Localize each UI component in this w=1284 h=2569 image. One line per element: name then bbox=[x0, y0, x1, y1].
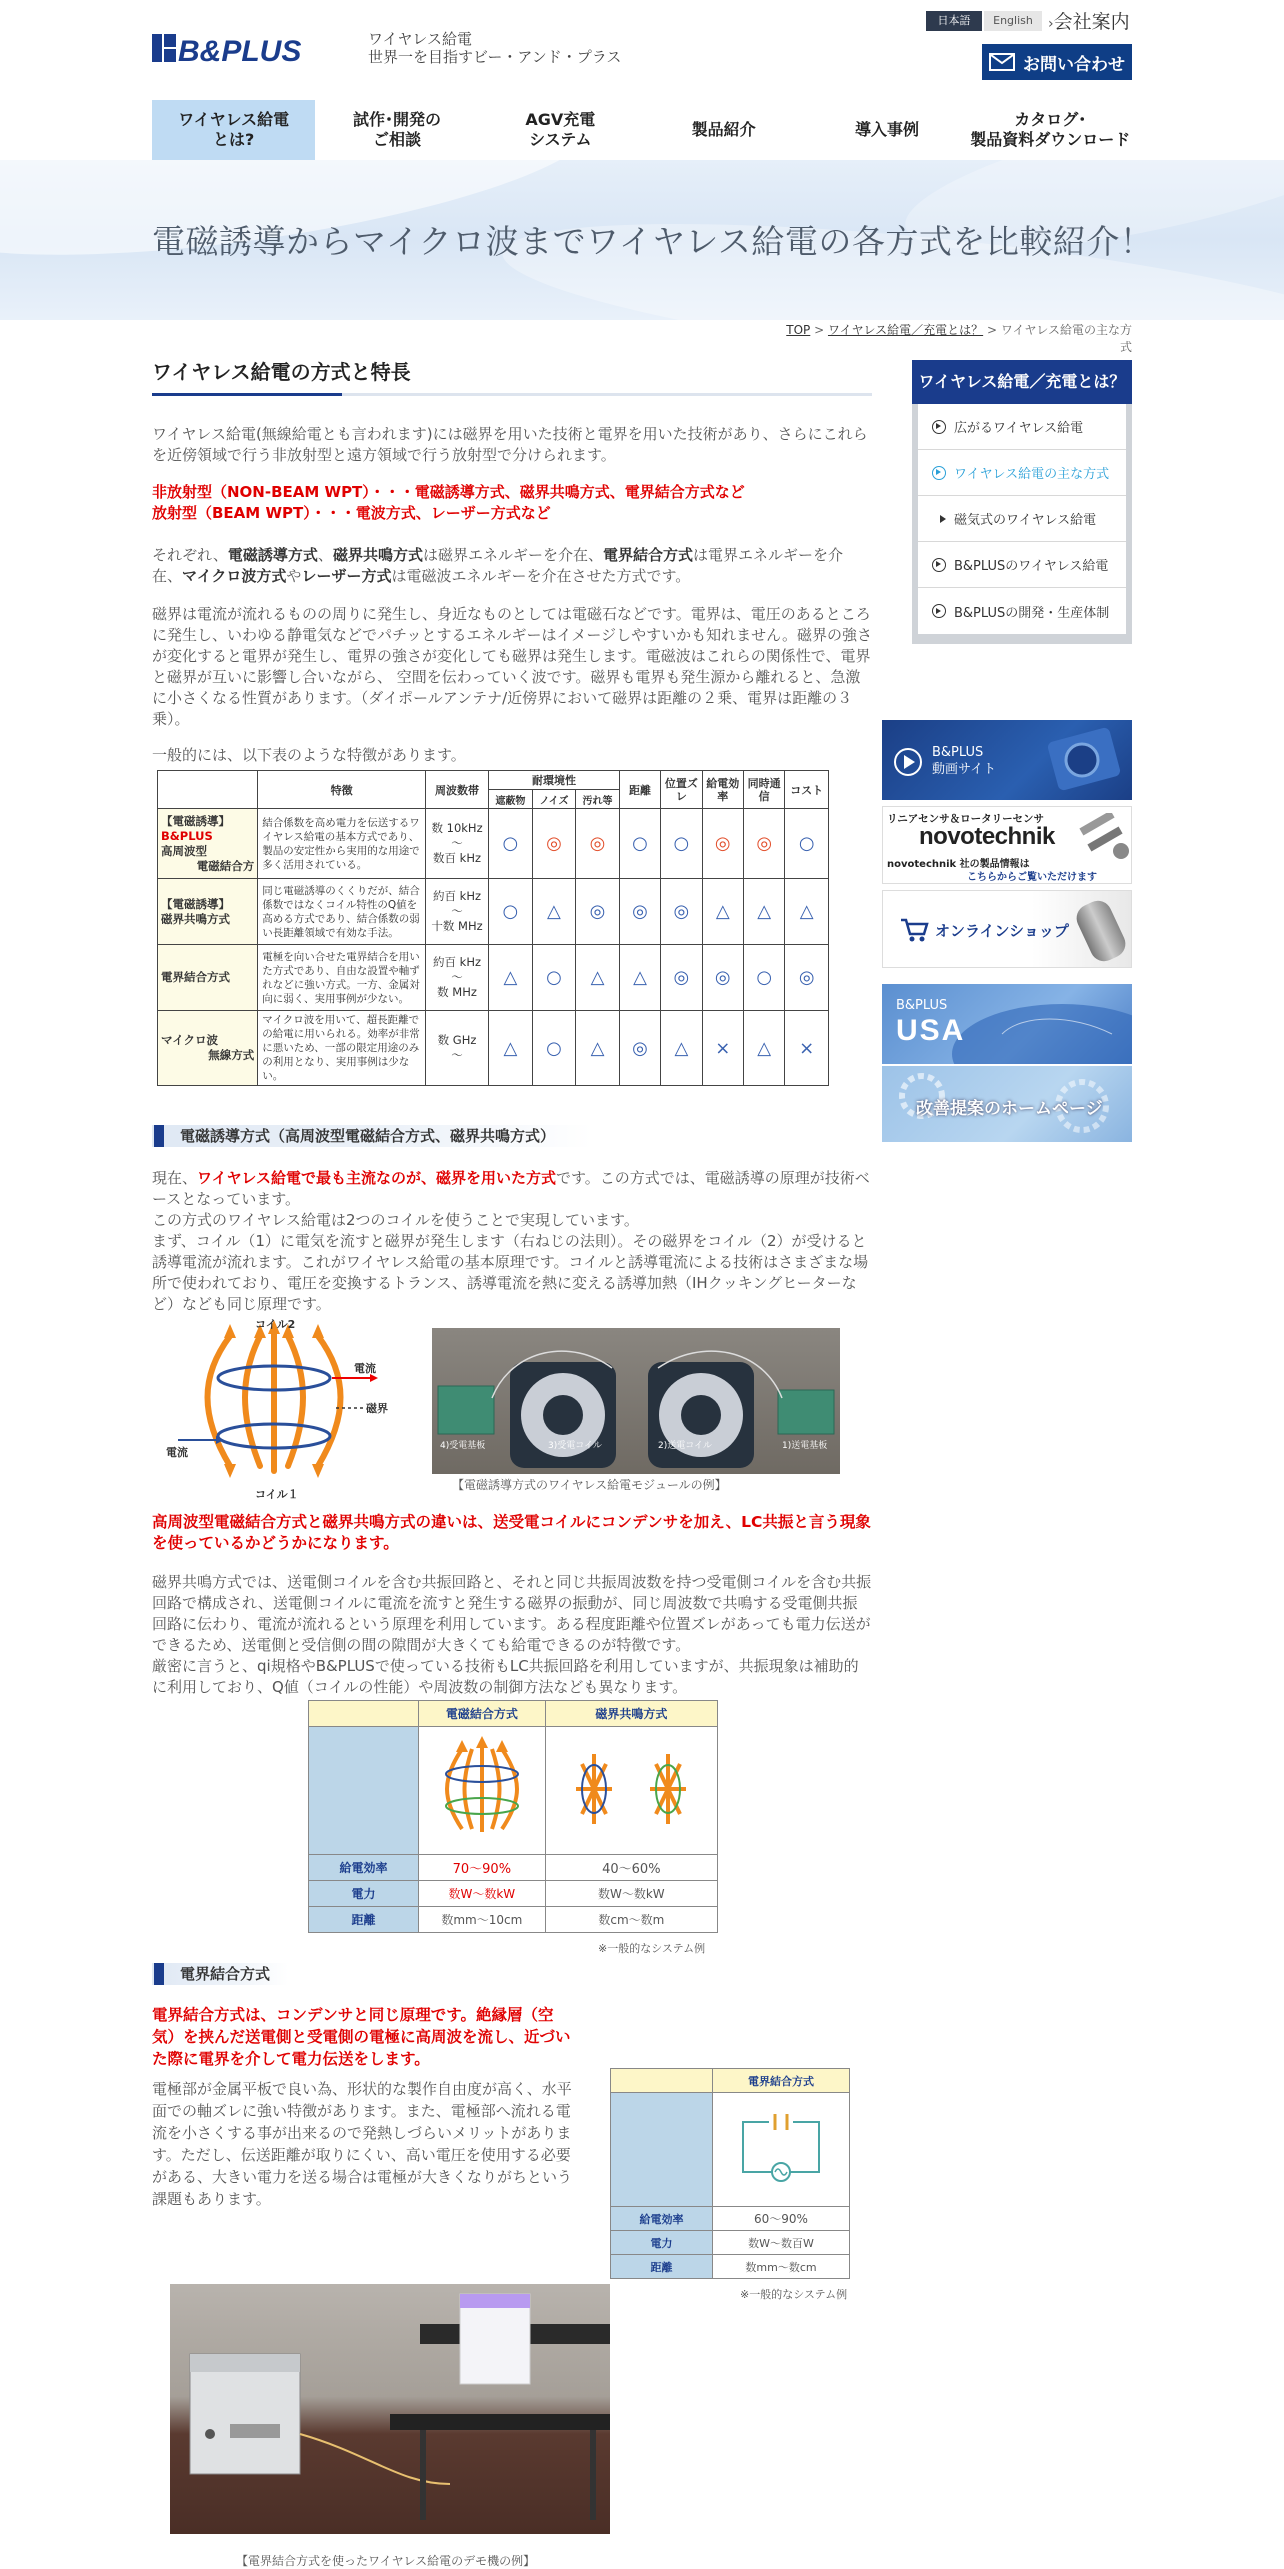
demo-photo-caption: 【電界結合方式を使ったワイヤレス給電のデモ機の例】 bbox=[236, 2554, 536, 2568]
table-header-efficiency: 給電効率 bbox=[702, 771, 743, 809]
rating-mark: △ bbox=[661, 1011, 702, 1086]
row-frequency: 数 10kHz 〜 数百 kHz bbox=[425, 809, 488, 879]
table-header-resonance: 磁界共鳴方式 bbox=[545, 1701, 717, 1727]
circle-arrow-icon bbox=[932, 420, 946, 434]
qi-note-paragraph: 厳密に言うと、qi規格やB&PLUSで使っている技術もLC共振回路を利用していますが、共振現象は補助的に利用しており、Q値（コイルの性能）や周波数の制御方法なども異なります。 bbox=[152, 1657, 859, 1696]
table-corner bbox=[611, 2069, 713, 2093]
rating-mark: ◎ bbox=[576, 879, 620, 945]
wireless-module-photo bbox=[432, 1328, 840, 1474]
row-description: 電極を向い合せた電界結合を用いた方式であり、自由な設置や軸ずれなどに強い方式。一方、金属対向に弱く、実用事例が少ない。 bbox=[258, 945, 426, 1011]
cell-value: 数W〜数百W bbox=[713, 2231, 850, 2255]
rating-mark: △ bbox=[785, 879, 829, 945]
induction-intro-paragraph: 現在、ワイヤレス給電で最も主流なのが、磁界を用いた方式です。この方式では、電磁誘導の原理が技術ベースとなっています。 bbox=[152, 1169, 870, 1208]
table-header-blank bbox=[158, 771, 258, 809]
module-photo-caption: 【電磁誘導方式のワイヤレス給電モジュールの例】 bbox=[452, 1478, 727, 1492]
nav-label-line1: 製品紹介 bbox=[691, 120, 756, 139]
intro-paragraph: ワイヤレス給電(無線給電とも言われます)には磁界を用いた技術と電界を用いた技術があり、さらにこれらを近傍領域で行う非放射型と遠方領域で行う放射型で分けられます。 bbox=[152, 425, 868, 464]
rating-mark: ○ bbox=[619, 809, 660, 879]
capacitor-circuit-diagram bbox=[731, 2108, 831, 2188]
section-title: ワイヤレス給電の方式と特長 bbox=[152, 360, 411, 384]
table-row bbox=[611, 2207, 850, 2231]
online-shop-banner[interactable] bbox=[882, 890, 1132, 968]
breadcrumb bbox=[780, 321, 1132, 355]
rating-mark: ○ bbox=[785, 809, 829, 879]
row-frequency: 約百 kHz 〜 十数 MHz bbox=[425, 879, 488, 945]
rating-mark: △ bbox=[743, 1011, 784, 1086]
row-label: 電力 bbox=[611, 2231, 713, 2255]
sidebar-item-bplus-wireless[interactable] bbox=[918, 542, 1126, 588]
improvement-proposal-banner[interactable] bbox=[882, 1066, 1132, 1142]
breadcrumb-separator: > bbox=[810, 323, 828, 337]
rating-mark: △ bbox=[576, 1011, 620, 1086]
logo-mark-icon bbox=[152, 30, 352, 66]
row-description: 同じ電磁誘導のくくりだが、結合係数ではなくコイル特性のQ値を高める方式であり、結合係数の弱い長距離領域で有効な手法。 bbox=[258, 879, 426, 945]
rating-mark: ◎ bbox=[619, 1011, 660, 1086]
coupling-diagram bbox=[427, 1734, 537, 1844]
nav-label-line2: ご相談 bbox=[372, 130, 421, 149]
row-description: 結合係数を高め電力を伝送するワイヤレス給電の基本方式であり、製品の安定性から実用的な用途で多く活用されている。 bbox=[258, 809, 426, 879]
diagram-row-label bbox=[309, 1727, 419, 1855]
subheading-electric-field-coupling: 電界結合方式 bbox=[152, 1963, 288, 1985]
table-header-shield: 遮蔽物 bbox=[489, 790, 533, 809]
row-name-cell: 電界結合方式 bbox=[158, 945, 258, 1011]
row-name-cell: マイクロ波 無線方式 bbox=[158, 1011, 258, 1086]
electric-coupling-paragraph: 電極部が金属平板で良い為、形状的な製作自由度が高く、水平面での軸ズレに強い特徴があります。また、電極部へ流れる電流を小さくする事が出来るので発熱しづらいメリットがあります。ただし、伝送距離が取りにくい、高い電圧を使用する必要がある、大きい電力を送る場合は電極が大きくなりがちという課題もあります。 bbox=[152, 2080, 573, 2208]
resonance-diagram bbox=[556, 1734, 706, 1844]
nav-item-products[interactable] bbox=[642, 100, 805, 160]
nav-item-catalog-download[interactable] bbox=[969, 100, 1132, 160]
circle-arrow-icon bbox=[932, 466, 946, 480]
rating-mark: ◎ bbox=[785, 945, 829, 1011]
red-line-beam: 放射型（BEAM WPT）・・・電波方式、レーザー方式など bbox=[152, 504, 551, 522]
rating-mark: ○ bbox=[532, 945, 576, 1011]
nav-item-wireless-power[interactable] bbox=[152, 100, 315, 160]
nav-item-case-studies[interactable] bbox=[805, 100, 968, 160]
site-tagline bbox=[368, 30, 621, 66]
nav-item-agv-charging[interactable] bbox=[479, 100, 642, 160]
hero-title: 電磁誘導からマイクロ波までワイヤレス給電の各方式を比較紹介！ bbox=[152, 222, 1154, 261]
section-title-underline bbox=[152, 393, 872, 396]
table-header-electric-coupling: 電界結合方式 bbox=[713, 2069, 850, 2093]
row-label: 給電効率 bbox=[309, 1855, 419, 1881]
row-label: 給電効率 bbox=[611, 2207, 713, 2231]
table-header-cost: コスト bbox=[785, 771, 829, 809]
induction-vs-resonance-table bbox=[308, 1700, 718, 1933]
sidebar-heading: ワイヤレス給電／充電とは？ bbox=[912, 360, 1132, 404]
breadcrumb-current: ワイヤレス給電の主な方式 bbox=[1000, 323, 1132, 354]
novo-banner-brand: novotechnik bbox=[919, 823, 1055, 850]
envelope-icon bbox=[989, 53, 1015, 71]
sensor-product-icon bbox=[1073, 813, 1132, 863]
cell-value: 数W〜数kW bbox=[419, 1881, 546, 1907]
table-row bbox=[158, 809, 829, 879]
electric-coupling-demo-photo bbox=[170, 2284, 610, 2534]
table-row bbox=[309, 1881, 718, 1907]
electric-coupling-table bbox=[610, 2068, 850, 2279]
usa-banner-title: USA bbox=[896, 1014, 966, 1047]
rating-mark: ◎ bbox=[743, 809, 784, 879]
breadcrumb-parent-link[interactable]: ワイヤレス給電／充電とは？ bbox=[827, 323, 984, 337]
row-name-cell: 【電磁誘導】 磁界共鳴方式 bbox=[158, 879, 258, 945]
contact-button[interactable] bbox=[982, 44, 1132, 80]
cell-value: 60〜90% bbox=[713, 2207, 850, 2231]
rating-mark: ◎ bbox=[576, 809, 620, 879]
photo-label: 1)送電基板 bbox=[782, 1441, 828, 1451]
rating-mark: ○ bbox=[489, 879, 533, 945]
rating-mark: ◎ bbox=[661, 945, 702, 1011]
improvement-banner-label: 改善提案のホームページ bbox=[916, 1099, 1103, 1119]
cell-value: 数cm〜数m bbox=[545, 1907, 717, 1933]
row-frequency: 約百 kHz 〜 数 MHz bbox=[425, 945, 488, 1011]
circle-arrow-icon bbox=[932, 604, 946, 618]
rating-mark: ○ bbox=[661, 809, 702, 879]
sidebar-item-magnetic-wireless[interactable] bbox=[918, 496, 1126, 542]
usa-banner-brand: B&PLUS bbox=[896, 998, 948, 1013]
rating-mark: △ bbox=[743, 879, 784, 945]
novotechnik-banner[interactable] bbox=[882, 806, 1132, 884]
nav-item-consultation[interactable] bbox=[315, 100, 478, 160]
two-coils-text: この方式のワイヤレス給電は2つのコイルを使うことで実現しています。 bbox=[152, 1211, 639, 1229]
row-label: 距離 bbox=[309, 1907, 419, 1933]
row-description: マイクロ波を用いて、超長距離での給電に用いられる。効率が非常に悪いため、一部の限定用途のみの利用となり、実用事例は少ない。 bbox=[258, 1011, 426, 1086]
sidebar-item-label: ワイヤレス給電の主な方式 bbox=[954, 467, 1110, 482]
table-corner bbox=[309, 1701, 419, 1727]
row-name-cell: 【電磁誘導】 B&PLUS 高周波型 電磁結合方 bbox=[158, 809, 258, 879]
rating-mark: ◎ bbox=[702, 945, 743, 1011]
label-coil-1: コイル１ bbox=[255, 1488, 299, 1500]
nav-label-line1: 試作･開発の bbox=[352, 110, 441, 129]
company-link-label: 会社案内 bbox=[1053, 11, 1130, 33]
table-header-feature: 特徴 bbox=[258, 771, 426, 809]
rating-mark: △ bbox=[619, 945, 660, 1011]
rating-mark: △ bbox=[702, 879, 743, 945]
red-line-nonbeam: 非放射型（NON-BEAM WPT）・・・電磁誘導方式、磁界共鳴方式、電界結合方式など bbox=[152, 483, 745, 501]
diagram-row-label bbox=[611, 2093, 713, 2207]
tagline-line-1: ワイヤレス給電 bbox=[368, 30, 472, 48]
video-site-banner[interactable] bbox=[882, 720, 1132, 800]
table-row bbox=[309, 1855, 718, 1881]
breadcrumb-separator: > bbox=[983, 323, 1001, 337]
lang-english-button[interactable]: English bbox=[984, 11, 1042, 31]
cell-value: 数mm〜10cm bbox=[419, 1907, 546, 1933]
method-comparison-table bbox=[157, 770, 829, 1086]
company-link[interactable] bbox=[1048, 7, 1130, 34]
resonance-difference-text: 高周波型電磁結合方式と磁界共鳴方式の違いは、送受電コイルにコンデンサを加え、LC共振と言う現象を使っているかどうかになります。 bbox=[152, 1513, 871, 1552]
novo-banner-line3: novotechnik 社の製品情報は bbox=[887, 859, 1030, 870]
cell-value: 数W〜数kW bbox=[545, 1881, 717, 1907]
rating-mark: ◎ bbox=[532, 809, 576, 879]
rating-mark: △ bbox=[532, 879, 576, 945]
online-shop-label: オンラインショップ bbox=[935, 922, 1069, 940]
sidebar-menu bbox=[912, 360, 1132, 644]
coupling-diagram-cell bbox=[419, 1727, 546, 1855]
sidebar-item-label: 広がるワイヤレス給電 bbox=[954, 421, 1084, 436]
circle-arrow-icon bbox=[932, 558, 946, 572]
sensor-image-icon bbox=[1072, 896, 1130, 966]
table-intro-text: 一般的には、以下表のような特徴があります。 bbox=[152, 746, 466, 764]
electric-coupling-diagram-cell bbox=[713, 2093, 850, 2207]
nav-label-line2: 製品資料ダウンロード bbox=[970, 130, 1131, 149]
electric-coupling-red-text: 電界結合方式は、コンデンサと同じ原理です。絶縁層（空気）を挟んだ送電側と受電側の電極に高周波を流し、近づいた際に電界を介して電力伝送をします。 bbox=[152, 2006, 571, 2068]
table-row bbox=[611, 2231, 850, 2255]
logo-text: B&PLUS bbox=[178, 35, 302, 66]
table-header-simultaneous: 同時通信 bbox=[743, 771, 784, 809]
coil-diagram bbox=[160, 1316, 400, 1500]
nav-label-line2: システム bbox=[529, 130, 592, 149]
subheading-electromagnetic-induction: 電磁誘導方式（高周波型電磁結合方式、磁界共鳴方式） bbox=[152, 1125, 592, 1147]
chevron-right-icon: › bbox=[1048, 16, 1054, 32]
rating-mark: ◎ bbox=[702, 809, 743, 879]
table-row bbox=[158, 945, 829, 1011]
cell-value: 数mm〜数cm bbox=[713, 2255, 850, 2279]
method-energy-paragraph: それぞれ、電磁誘導方式、磁界共鳴方式は磁界エネルギーを介在、電界結合方式は電界エネルギーを介在、マイクロ波方式やレーザー方式は電磁波エネルギーを介在させた方式です。 bbox=[152, 546, 843, 585]
sidebar-item-label: B&PLUSのワイヤレス給電 bbox=[954, 559, 1109, 574]
nav-label-line2: とは? bbox=[213, 130, 255, 149]
nav-label-line1: ワイヤレス給電 bbox=[178, 110, 290, 129]
row-frequency: 数 GHz 〜 bbox=[425, 1011, 488, 1086]
cell-value: 40〜60% bbox=[545, 1855, 717, 1881]
row-label: 距離 bbox=[611, 2255, 713, 2279]
label-current-left: 電流 bbox=[166, 1446, 188, 1459]
breadcrumb-top-link[interactable]: TOP bbox=[786, 323, 811, 337]
table-header-dirt: 汚れ等 bbox=[576, 790, 620, 809]
resonance-explanation-paragraph: 磁界共鳴方式では、送電側コイルを含む共振回路と、それと同じ共振周波数を持つ受電側コイルを含む共振回路で構成され、送電側コイルに電流を流すと発生する磁界の振動が、同じ周波数で共鳴する受電側共振回路に伝わり、電流が流れるという原理を利用しています。ある程度距離や位置ズレがあっても電力伝送ができるため、送電側と受信側の間の隙間が大きくても給電できるのが特徴です。 bbox=[152, 1573, 872, 1654]
rating-mark: ○ bbox=[532, 1011, 576, 1086]
rating-mark: ○ bbox=[743, 945, 784, 1011]
sidebar-item-main-methods[interactable] bbox=[918, 450, 1126, 496]
nav-label-line1: AGV充電 bbox=[525, 110, 596, 129]
table3-note: ※一般的なシステム例 bbox=[740, 2288, 848, 2301]
triangle-right-icon bbox=[940, 515, 946, 523]
photo-label: 4)受電基板 bbox=[440, 1441, 486, 1451]
table-header-frequency: 周波数帯 bbox=[425, 771, 488, 809]
field-explanation-paragraph: 磁界は電流が流れるものの周りに発生し、身近なものとしては電磁石などです。電界は、電圧のあるところに発生し、いわゆる静電気などでパチッとするエネルギーはイメージしやすいかも知れません。磁界の強さが変化すると電界が発生し、電界の強さが変化しても磁界は発生します。電磁波はこれらの関係性で、電界と磁界が互いに影響し合いながら、 空間を伝わっていく波です。磁界も電界も発生源から離れると、急激に小さくなる性質があります。（ダイポールアンテナ/近傍界において磁界は距離の２乗、電界は距離の３乗）。 bbox=[152, 605, 873, 728]
label-current-right: 電流 bbox=[354, 1362, 376, 1375]
table-header-misalignment: 位置ズレ bbox=[661, 771, 702, 809]
rating-mark: × bbox=[785, 1011, 829, 1086]
novo-banner-line1: リニアセンサ＆ロータリーセンサ bbox=[887, 813, 1044, 825]
rating-mark: △ bbox=[489, 1011, 533, 1086]
table-header-distance: 距離 bbox=[619, 771, 660, 809]
photo-label: 3)受電コイル bbox=[548, 1441, 602, 1451]
nav-label-line1: 導入事例 bbox=[854, 120, 919, 139]
table-row bbox=[611, 2255, 850, 2279]
nav-label-line1: カタログ･ bbox=[1014, 110, 1087, 129]
resonance-diagram-cell bbox=[545, 1727, 717, 1855]
global-nav bbox=[152, 100, 1132, 160]
table-row bbox=[158, 879, 829, 945]
row-label: 電力 bbox=[309, 1881, 419, 1907]
sidebar-item-label: B&PLUSの開発・生産体制 bbox=[954, 605, 1110, 621]
table-header-tolerance: 耐環境性 bbox=[489, 771, 620, 790]
table2-note: ※一般的なシステム例 bbox=[598, 1942, 706, 1955]
video-banner-subtitle: 動画サイト bbox=[932, 762, 997, 777]
rating-mark: ◎ bbox=[619, 879, 660, 945]
table-row bbox=[158, 1011, 829, 1086]
site-logo[interactable] bbox=[152, 30, 352, 66]
rating-mark: △ bbox=[576, 945, 620, 1011]
rating-mark: ◎ bbox=[661, 879, 702, 945]
label-magnetic-field: 磁界 bbox=[366, 1402, 388, 1415]
sidebar-item-label: 磁気式のワイヤレス給電 bbox=[954, 513, 1097, 528]
rating-mark: ○ bbox=[489, 809, 533, 879]
contact-button-label: お問い合わせ bbox=[1023, 54, 1125, 75]
cell-value: 70〜90% bbox=[419, 1855, 546, 1881]
rating-mark: △ bbox=[489, 945, 533, 1011]
sidebar-item-bplus-production[interactable] bbox=[918, 588, 1126, 634]
table-row bbox=[309, 1907, 718, 1933]
table-header-noise: ノイズ bbox=[532, 790, 576, 809]
tagline-line-2: 世界一を目指すビー・アンド・プラス bbox=[368, 48, 622, 66]
label-coil-2: コイル2 bbox=[255, 1318, 296, 1331]
rating-mark: × bbox=[702, 1011, 743, 1086]
induction-principle-paragraph: まず、コイル（1）に電気を流すと磁界が発生します（右ねじの法則）。その磁界をコイル（2）が受けると誘導電流が流れます。これがワイヤレス給電の基本原理です。コイルと誘導電流による技術はさまざまな場所で使われており、電圧を変換するトランス、誘導電流を熱に変える誘導加熱（IHクッキングヒーターなど）なども同じ原理です。 bbox=[152, 1232, 869, 1313]
table-header-coupling: 電磁結合方式 bbox=[419, 1701, 546, 1727]
sidebar-item-expanding-wireless[interactable] bbox=[918, 404, 1126, 450]
bplus-usa-banner[interactable] bbox=[882, 984, 1132, 1064]
lang-japanese-button[interactable]: 日本語 bbox=[926, 11, 982, 31]
video-banner-title: B&PLUS bbox=[932, 745, 984, 760]
cart-icon bbox=[899, 917, 929, 943]
photo-label: 2)送電コイル bbox=[658, 1441, 712, 1451]
novo-banner-line4: こちらからご覧いただけます bbox=[967, 872, 1097, 883]
